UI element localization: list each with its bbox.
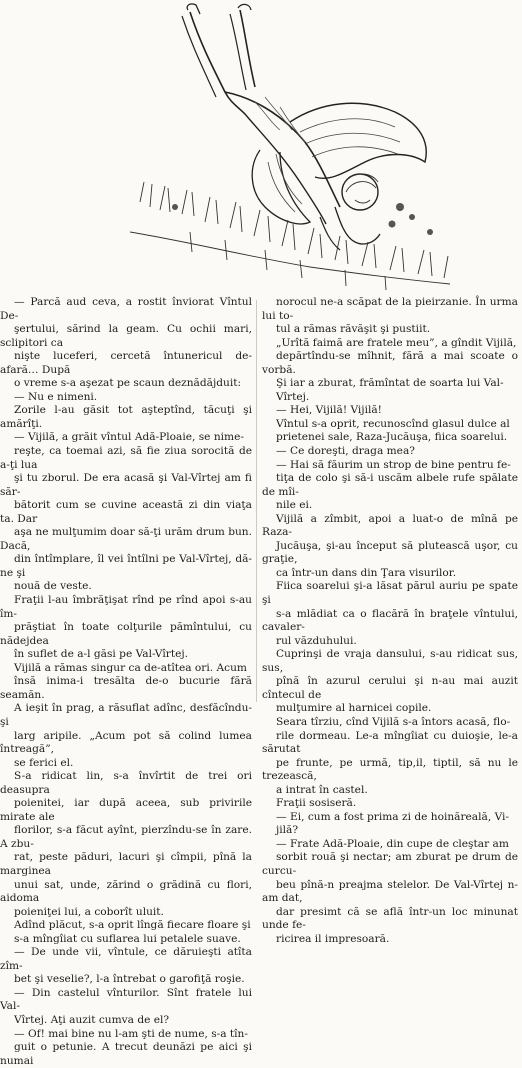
text-line: depărtîndu-se mîhnit, fără a mai scoate o vorbă.	[262, 350, 518, 376]
text-line: Fiica soarelui şi-a lăsat părul auriu pe spate şi	[262, 580, 518, 607]
text-line: din întîmplare, îl vei întîlni pe Val-Vîrtej, dă-ne şi	[0, 553, 252, 579]
text-line: sorbit rouă şi nectar; am zburat pe drum de curcu-	[262, 851, 518, 877]
text-line: rile dormeau. Le-a mîngîiat cu duioşie, le-a sărutat	[262, 729, 518, 756]
text-line: dar presimt că se află într-un loc minunat unde fe-	[262, 905, 518, 932]
text-line: reşte, ca toemai azi, să fie ziua sorocită de a-ţi lua	[0, 445, 252, 471]
text-line: Vîntul s-a oprit, recunoscînd glasul dulce al	[276, 417, 510, 430]
text-line: Adînd plăcut, s-a oprit lîngă fiecare floare şi	[14, 919, 251, 932]
girl-with-wings-lying-in-grass-illustration	[130, 2, 450, 292]
text-line: Vîrtej. Aţi auzit cumva de el?	[14, 1013, 170, 1026]
text-line: Fraţii sosiseră.	[276, 797, 357, 810]
text-line: o vreme s-a aşezat pe scaun deznădăjduit:	[14, 377, 242, 390]
text-line: Zorile l-au găsit tot aşteptînd, tăcuţi şi amărîţi.	[0, 404, 252, 430]
text-line: şi tu zborul. De era acasă şi Val-Vîrtej am fi săr-	[0, 472, 252, 498]
text-line: bătorit cum se cuvine această zi din viaţa ta. Dar	[0, 499, 252, 525]
text-line: bet şi veselie?, l-a întrebat o garofiţă roşie.	[14, 973, 245, 986]
text-line: — Hai să făurim un strop de bine pentru fe-	[276, 458, 511, 471]
text-line: jilă?	[276, 824, 299, 837]
text-line: — Hei, Vijilă! Vijilă!	[276, 404, 382, 417]
text-line: a intrat în castel.	[276, 783, 368, 796]
text-line: poieniţei lui, a coborît uluit.	[14, 905, 164, 918]
text-line: florilor, s-a făcut ayînt, pierzîndu-se în zare. A zbu-	[0, 824, 252, 850]
text-line: — Din castelul vînturilor. Sînt fratele lui Val-	[0, 986, 252, 1013]
text-line: pînă în azurul cerului şi n-au mai auzit cîntecul de	[262, 675, 518, 701]
text-line: unui sat, unde, zărind o grădină cu flori, aidoma	[0, 878, 252, 905]
text-line: S-a ridicat lin, s-a învîrtit de trei ori deasupra	[0, 770, 252, 796]
text-line: tiţa de colo şi să-i uscăm albele rufe spălate de mîi-	[262, 472, 518, 498]
text-line: Cuprinşi de vraja dansului, s-au ridicat sus, sus,	[262, 648, 518, 674]
text-line: — Frate Adă-Ploaie, din cupe de cleştar am	[276, 837, 509, 850]
text-line: aşa ne mulţumim doar să-ţi urăm drum bun. Dacă,	[0, 526, 252, 552]
story-left-column	[0, 296, 252, 1068]
text-line: — Parcă aud ceva, a rostit înviorat Vîntul De-	[0, 296, 252, 322]
text-line: tul a rămas răvăşit şi pustiit.	[276, 323, 431, 336]
text-line: norocul ne-a scăpat de la pieirzanie. În urma lui to-	[262, 296, 518, 322]
text-line: Vijilă a zîmbit, apoi a luat-o de mînă pe Raza-	[262, 512, 518, 539]
text-line: s-a mîngîiat cu suflarea lui petalele suave.	[14, 932, 241, 945]
text-line: pe frunte, pe urmă, tip,il, tiptil, să nu le trezească,	[262, 756, 518, 783]
text-line: rul văzduhului.	[276, 634, 357, 647]
text-line: poienitei, iar după aceea, sub privirile mirate ale	[0, 797, 252, 823]
text-line: nouă de veste.	[14, 580, 92, 593]
column-divider	[256, 300, 257, 702]
text-line: — Ei, cum a fost prima zi de hoinăreală, Vi-	[276, 810, 509, 823]
text-line: Seara tîrziu, cînd Vijilă s-a întors acasă, flo-	[276, 715, 511, 728]
text-line: — Nu e nimeni.	[14, 390, 98, 403]
text-line: mulţumire al harnicei copile.	[276, 702, 432, 715]
text-line: Fraţii l-au îmbrăţişat rînd pe rînd apoi s-au îm-	[0, 594, 252, 620]
text-line: larg aripile. „Acum pot să colind lumea întreagă”,	[0, 729, 252, 756]
text-line: Vîrtej.	[276, 390, 310, 403]
text-line: ca într-un dans din Ţara visurilor.	[276, 566, 457, 579]
text-line: — Vijilă, a grăit vîntul Adă-Ploaie, se nime-	[14, 431, 244, 444]
text-line: guit o petunie. A trecut deunăzi pe aici şi numai	[0, 1041, 252, 1067]
text-line: rat, peste păduri, lacuri şi cîmpii, pînă la marginea	[0, 851, 252, 877]
text-line: prăştiat în toate colţurile pămîntului, cu nădejdea	[0, 621, 252, 647]
text-line: Vijilă a rămas singur ca de-atîtea ori. Acum	[14, 661, 247, 674]
text-line: nişte luceferi, cercetă întunericul de-afară… După	[0, 350, 252, 376]
text-line: — Ce doreşti, draga mea?	[276, 445, 415, 458]
text-line: — De unde vii, vîntule, ce dăruieşti atîta zîm-	[0, 946, 252, 972]
text-line: şertului, sărind la geam. Cu ochii mari, sclipitori ca	[0, 323, 252, 349]
story-right-column	[262, 296, 518, 946]
text-line: în suflet de a-l găsi pe Val-Vîrtej.	[14, 648, 189, 661]
text-line: beu pînă-n preajma stelelor. De Val-Vîrtej n-am dat,	[262, 878, 518, 905]
text-line: se ferici el.	[14, 756, 74, 769]
text-line: A ieşit în prag, a răsuflat adînc, desfăcîndu-şi	[0, 702, 252, 728]
text-line: Jucăuşa, şi-au început să plutească uşor, cu graţie,	[262, 539, 518, 566]
text-line: nile ei.	[276, 499, 313, 512]
text-line: „Urîtă faimă are fratele meu”, a gîndit Vijilă,	[276, 336, 517, 349]
text-line: însă inima-i tresălta de-o bucurie fără seamăn.	[0, 675, 252, 701]
text-line: s-a mlădiat ca o flacără în braţele vîntului, cavaler-	[262, 607, 518, 634]
text-line: — Of! mai bine nu l-am şti de nume, s-a tîn-	[14, 1027, 248, 1040]
text-line: ricirea il impresoară.	[276, 932, 390, 945]
text-line: prietenei sale, Raza-Jucăuşa, fiica soarelui.	[276, 431, 508, 444]
text-line: Şi iar a zburat, frămîntat de soarta lui Val-	[276, 377, 504, 390]
